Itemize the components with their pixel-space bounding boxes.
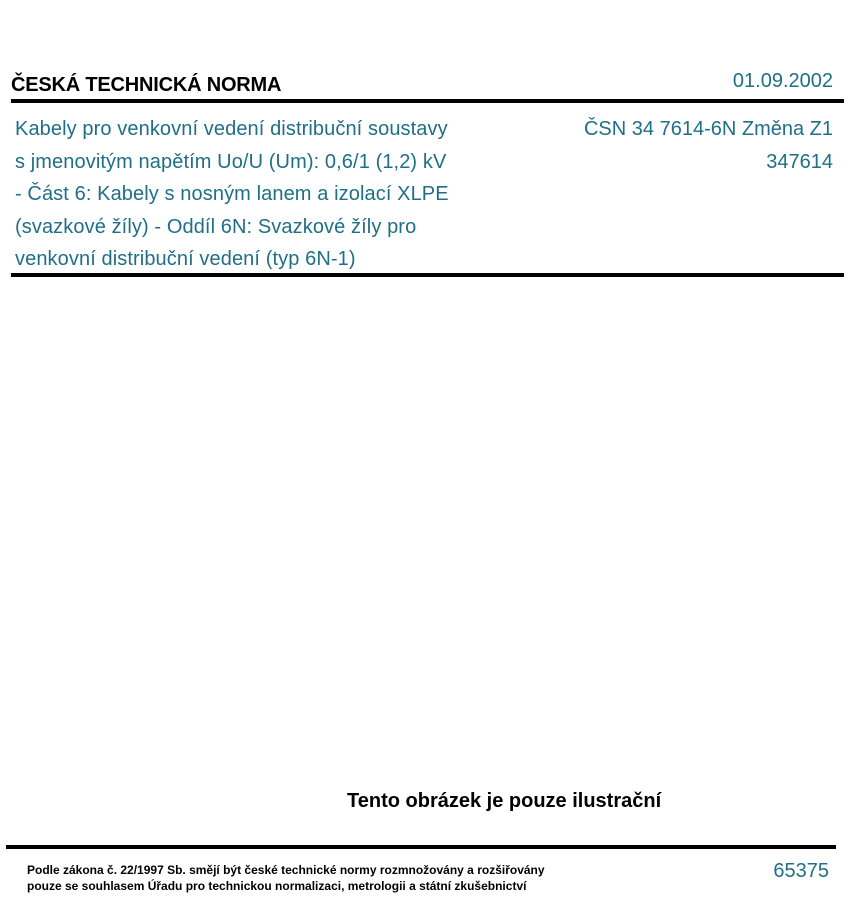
description-line: s jmenovitým napětím Uo/U (Um): 0,6/1 (1,2) kV <box>15 150 447 173</box>
top-divider <box>11 99 844 103</box>
legal-line: Podle zákona č. 22/1997 Sb. smějí být české technické normy rozmnožovány a rozšiřovány <box>27 863 545 877</box>
legal-line: pouze se souhlasem Úřadu pro technickou normalizaci, metrologii a státní zkušebnictví <box>27 879 527 893</box>
document-number: 65375 <box>773 860 829 882</box>
description-line: (svazkové žíly) - Oddíl 6N: Svazkové žíly pro <box>15 215 417 238</box>
description-line: venkovní distribuční vedení (typ 6N-1) <box>15 248 356 270</box>
illustration-note: Tento obrázek je pouze ilustrační <box>347 790 662 812</box>
bottom-divider <box>6 845 836 849</box>
norm-title: ČESKÁ TECHNICKÁ NORMA <box>11 74 282 96</box>
class-number: 347614 <box>766 150 833 173</box>
standard-identifier <box>584 113 833 178</box>
standard-code: ČSN 34 7614-6N Změna Z1 <box>583 118 833 140</box>
description-line: Kabely pro venkovní vedení distribuční soustavy <box>15 118 448 140</box>
description-line: - Část 6: Kabely s nosným lanem a izolací XLPE <box>15 183 449 205</box>
norm-description <box>15 113 495 276</box>
publication-date: 01.09.2002 <box>732 70 833 92</box>
middle-divider <box>11 273 844 277</box>
legal-notice <box>27 862 545 894</box>
